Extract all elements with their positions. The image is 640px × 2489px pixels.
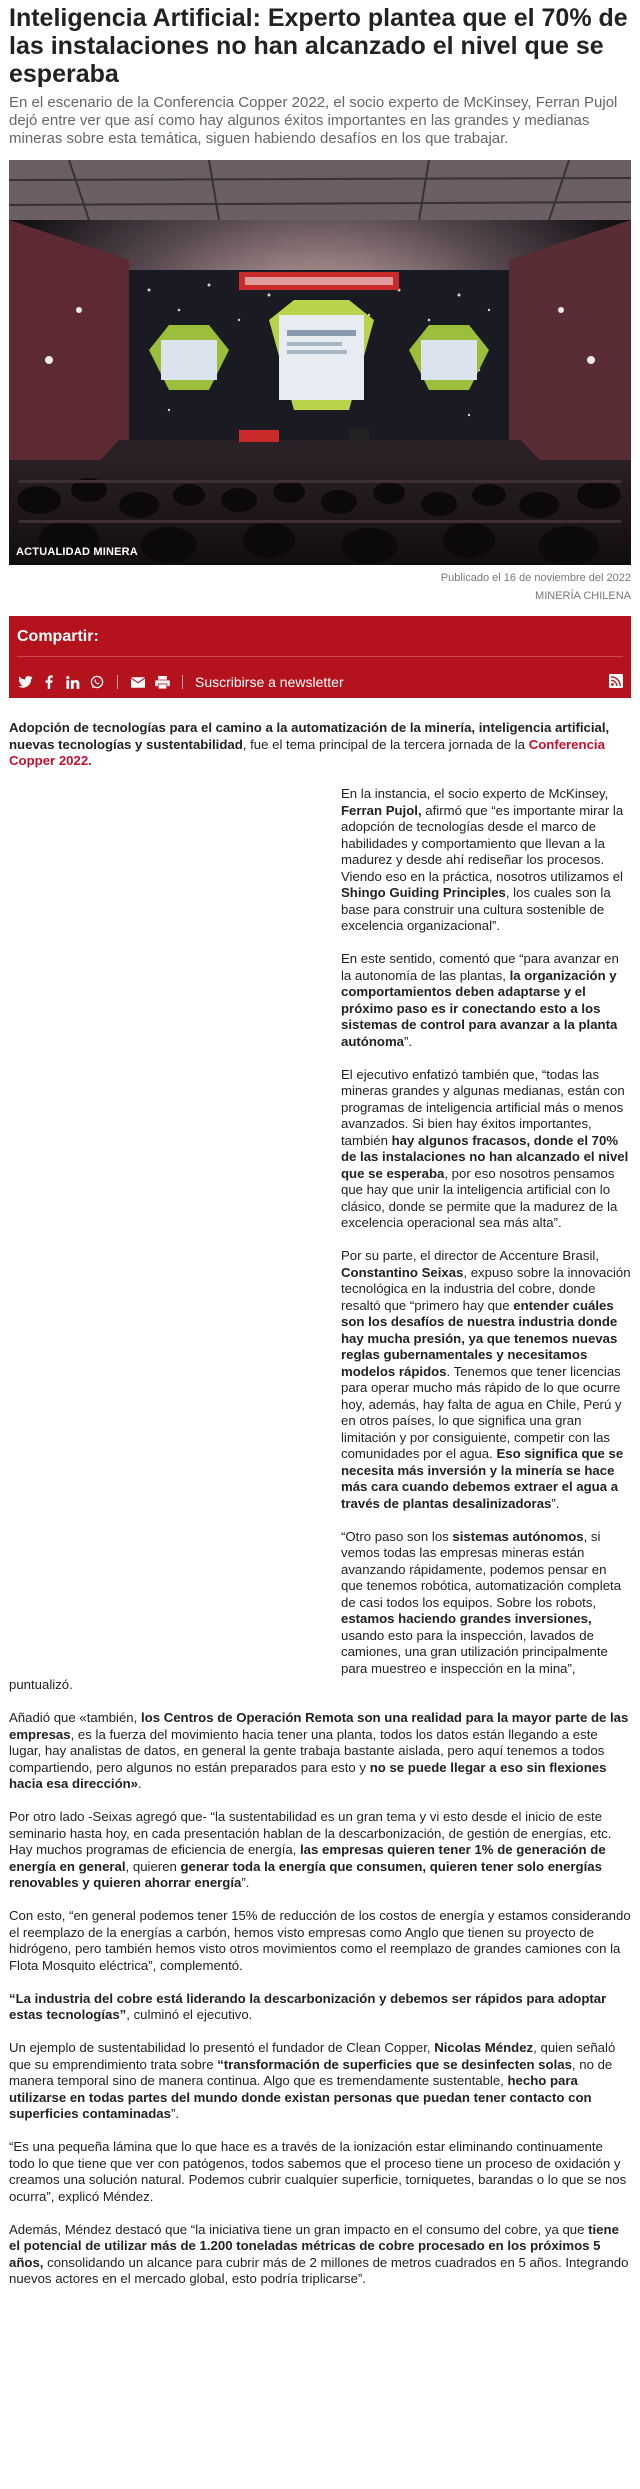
intro-text: , fue el tema principal de la tercera jornada de la bbox=[242, 736, 529, 752]
bold-text: la organización y comportamientos deben adaptarse y el próximo paso es ir conectando esto a los sistemas de control para avanzar a la planta autónoma bbox=[341, 967, 618, 1049]
text: En la instancia, el socio experto de McKinsey, bbox=[341, 786, 609, 801]
paragraph-intro bbox=[9, 720, 631, 770]
newsletter-subscribe-link[interactable]: Suscribirse a newsletter bbox=[195, 674, 344, 690]
share-title: Compartir: bbox=[17, 628, 99, 645]
text: , quieren bbox=[125, 1858, 181, 1874]
bold-text: no se puede llegar a eso sin flexiones hacia esa dirección» bbox=[9, 1759, 607, 1791]
share-icons-row bbox=[17, 674, 344, 690]
share-separator bbox=[117, 675, 118, 689]
text: , si vemos todas las empresas mineras están avanzando rápidamente, podemos pensar en que tenemos robótica, automatización completa de casi todos los equipos. Sobre los robots, bbox=[341, 1528, 622, 1610]
text: afirmó que “es importante mirar la adopción de tecnologías desde el marco de habilidades y comportamiento que llevan a la madurez y desde ahí rediseñar los procesos. Viendo eso en la práctica, nosotros utilizamos el bbox=[341, 802, 624, 884]
text: El ejecutivo enfatizó también que, “todas las mineras grandes y algunas medianas, están con programas de inteligencia artificial más o menos avanzados. Si bien hay éxitos importantes, también bbox=[341, 1066, 625, 1148]
whatsapp-icon[interactable] bbox=[89, 675, 105, 689]
text: Añadió que «también, bbox=[9, 1710, 141, 1725]
text: ”. bbox=[404, 1033, 413, 1049]
text: Un ejemplo de sustentabilidad lo presentó el fundador de Clean Copper, bbox=[9, 2040, 435, 2055]
paragraph-seixas-4 bbox=[9, 1809, 631, 1892]
text: Además, Méndez destacó que “la iniciativa tiene un gran impacto en el consumo del cobre, ya que bbox=[9, 2221, 589, 2237]
paragraph-mendez-3 bbox=[9, 2222, 631, 2288]
text: , culminó el ejecutivo. bbox=[126, 2007, 253, 2022]
share-separator-2 bbox=[182, 675, 183, 689]
paragraph-mendez-2: “Es una pequeña lámina que lo que hace es a través de la ionización estar eliminando continuamente todo lo que tiene que ver con patógenos, todos sabemos que el proceso tiene un proceso de oxidación y creamos una solución natural. Podemos cubrir cualquier superficie, torniquetes, barandas o lo que se nos ocurra”, explicó Méndez. bbox=[9, 2139, 627, 2204]
facebook-icon[interactable] bbox=[41, 675, 57, 689]
bold-text: las empresas quieren tener 1% de generación de energía en general bbox=[9, 1842, 606, 1874]
bold-text: estamos haciendo grandes inversiones, bbox=[341, 1611, 592, 1626]
speaker-name: Nicolas Méndez bbox=[434, 2040, 534, 2055]
email-icon[interactable] bbox=[130, 675, 146, 689]
twitter-icon[interactable] bbox=[17, 675, 33, 689]
article-body bbox=[9, 720, 631, 2304]
share-divider bbox=[17, 656, 623, 657]
bold-text: hecho para utilizarse en todas partes del mundo donde existan personas que puedan tener contacto con superficies contaminadas bbox=[9, 2073, 592, 2121]
text: , los cuales son la base para construir una cultura sostenible de excelencia organizacional”. bbox=[341, 885, 611, 933]
intro-bold-text: Adopción de tecnologías para el camino a la automatización de la minería, inteligencia artificial, nuevas tecnologías y sustentabilidad bbox=[9, 720, 610, 752]
publish-date: Publicado el 16 de noviembre del 2022 bbox=[440, 572, 631, 584]
text: , es la fuerza del movimiento hacia tener una planta, todos los datos están llegando a este lugar, hay analistas de datos, en general la gente trabaja bastante aislada, pero aquí tenemos a todos compartiendo, pero algunos no están preparados para esto y bbox=[9, 1726, 605, 1775]
text: Por otro lado -Seixas agregó que- “la sustentabilidad es un gran tema y vi esto desde el inicio de este seminario hasta hoy, en cada presentación hablan de la descarbonización, de gestión de energías, etc. Hay muchos programas de eficiencia de energía, bbox=[9, 1809, 612, 1857]
article-container bbox=[0, 4, 640, 2304]
article-photo bbox=[9, 160, 631, 565]
paragraph-mendez-1 bbox=[9, 2040, 631, 2123]
text: . bbox=[138, 1776, 142, 1791]
bold-text: Shingo Guiding Principles bbox=[341, 885, 506, 900]
speaker-name: Ferran Pujol, bbox=[341, 802, 422, 818]
article-lead: En el escenario de la Conferencia Copper 2022, el socio experto de McKinsey, Ferran Pujol dejó entre ver que así como hay algunos éxitos importantes en las grandes y medianas mineras sobre esta temática, siguen habiendo desafíos en los que trabajar. bbox=[9, 94, 618, 147]
bold-text: hay algunos fracasos, donde el 70% de las instalaciones no han alcanzado el nivel que se esperaba bbox=[341, 1132, 629, 1181]
left-empty-column bbox=[9, 786, 333, 1666]
bold-text: Eso significa que se necesita más inversión y la minería se hace más cara cuando debemos extraer el agua a través de plantas desalinizadoras bbox=[341, 1446, 624, 1511]
paragraph-seixas-5: Con esto, “en general podemos tener 15% de reducción de los costos de energía y estamos considerando el reemplazo de la energías a carbón, hemos visto empresas como Anglo que tienen su proyecto de hidrógeno, pero también hemos visto otros movimientos como el reemplazo de grandes camiones con la Flota Mosquito eléctrica”, complementó. bbox=[9, 1908, 631, 1973]
conference-copper-link[interactable]: Conferencia Copper 2022. bbox=[9, 736, 605, 768]
bold-text: tiene el potencial de utilizar más de 1.200 toneladas métricas de cobre procesado en los próximos 5 años, bbox=[9, 2221, 619, 2270]
text: usando esto para la inspección, lavados de camiones, una gran utilización principalmente para muestreo e inspección en la mina”, puntualizó. bbox=[9, 1627, 608, 1692]
bold-text: los Centros de Operación Remota son una realidad para la mayor parte de las empresas bbox=[9, 1710, 629, 1742]
text: ”. bbox=[551, 1495, 560, 1511]
share-bar bbox=[9, 616, 631, 698]
conference-stage-image bbox=[9, 160, 631, 565]
text: “Otro paso son los bbox=[341, 1528, 453, 1544]
speaker-name: Constantino Seixas bbox=[341, 1264, 464, 1280]
article-source: MINERÍA CHILENA bbox=[535, 590, 631, 602]
photo-category-tag: ACTUALIDAD MINERA bbox=[16, 546, 138, 558]
rss-icon[interactable] bbox=[609, 674, 623, 693]
bold-text: “transformación de superficies que se desinfecten solas bbox=[217, 2056, 572, 2072]
text: Por su parte, el director de Accenture Brasil, bbox=[341, 1248, 600, 1263]
paragraph-seixas-3 bbox=[9, 1710, 631, 1793]
text: consolidando un alcance para cubrir más de 2 millones de metros cuadrados en 5 años. Integrando nuevos actores en el mercado global, esto podría triplicarse”. bbox=[9, 2254, 629, 2286]
linkedin-icon[interactable] bbox=[65, 675, 81, 689]
bold-text: sistemas autónomos bbox=[452, 1528, 584, 1544]
print-icon[interactable] bbox=[154, 675, 170, 689]
text: , por eso nosotros pensamos que hay que unir la inteligencia artificial con lo clásico, donde se permite que la madurez de la excelencia operacional sea más alta”. bbox=[341, 1165, 618, 1230]
bold-text: “La industria del cobre está liderando la descarbonización y debemos ser rápidos para adoptar estas tecnologías” bbox=[9, 1990, 607, 2022]
paragraph-seixas-quote bbox=[9, 1991, 631, 2024]
text: . Tenemos que tener licencias para operar mucho más rápido de lo que ocurre hoy, además, hay falta de agua en Chile, Perú y en otros países, lo que significa una gran limitación y por consiguiente, competir con las comunidades por el agua. bbox=[341, 1363, 622, 1461]
bold-text: generar toda la energía que consumen, quieren tener solo energías renovables y quieren ahorrar energía bbox=[9, 1858, 602, 1890]
text: , no de manera temporal sino de manera continua. Algo que es tremendamente sustentable, bbox=[9, 2056, 613, 2088]
text: , quien señaló que su emprendimiento trata sobre bbox=[9, 2040, 616, 2072]
text: En este sentido, comentó que “para avanzar en la autonomía de las plantas, bbox=[341, 951, 619, 983]
text: , expuso sobre la innovación tecnológica en la industria del cobre, donde resaltó que “primero hay que bbox=[341, 1264, 631, 1313]
bold-text: entender cuáles son los desafíos de nuestra industria donde hay mucha presión, ya que tenemos nuevas reglas gubernamentales y necesitamos modelos rápidos bbox=[341, 1297, 618, 1379]
article-title: Inteligencia Artificial: Experto plantea que el 70% de las instalaciones no han alcanzado el nivel que se esperaba bbox=[9, 4, 628, 88]
text: ”. bbox=[170, 2106, 180, 2121]
text: ”. bbox=[241, 1875, 250, 1890]
